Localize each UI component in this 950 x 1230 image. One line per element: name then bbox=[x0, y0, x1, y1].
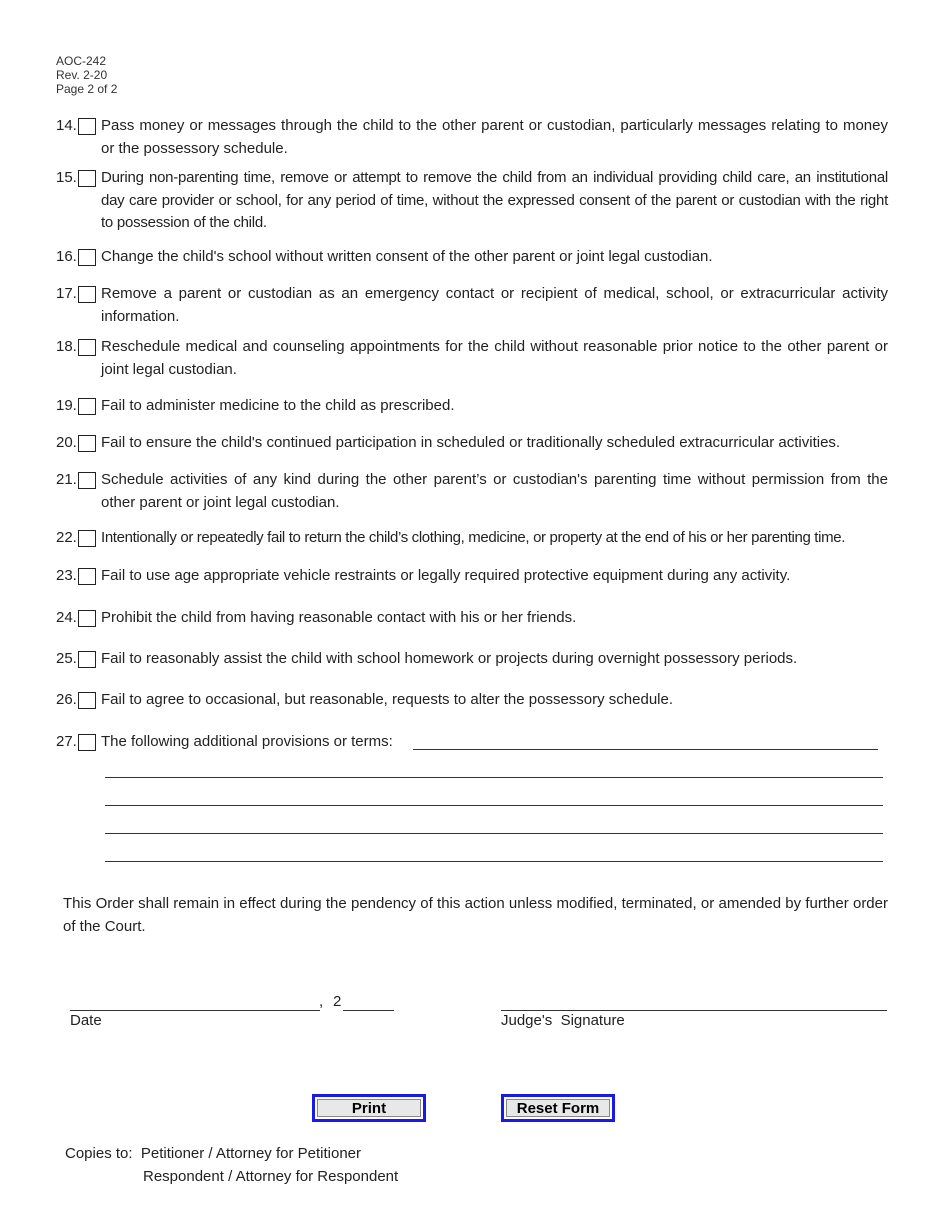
provision-text: Change the child's school without written consent of the other parent or joint legal custodian. bbox=[101, 248, 713, 265]
provision-text: Fail to ensure the child's continued participation in scheduled or traditionally scheduled extracurricular activities. bbox=[101, 434, 841, 451]
item-number: 26. bbox=[56, 691, 77, 708]
year-field[interactable] bbox=[343, 1010, 394, 1011]
item-number: 15. bbox=[56, 169, 77, 186]
provision-23 bbox=[56, 565, 888, 588]
checkbox-23[interactable] bbox=[78, 568, 96, 585]
provision-text: Fail to agree to occasional, but reasonable, requests to alter the possessory schedule. bbox=[101, 691, 673, 708]
checkbox-20[interactable] bbox=[78, 435, 96, 452]
checkbox-19[interactable] bbox=[78, 398, 96, 415]
provision-18 bbox=[56, 336, 888, 381]
provision-14 bbox=[56, 115, 888, 160]
provision-text: Pass money or messages through the child to the other parent or custodian, particularly messages relating to money or the possessory schedule. bbox=[101, 117, 888, 157]
checkbox-17[interactable] bbox=[78, 286, 96, 303]
provision-text: Fail to administer medicine to the child as prescribed. bbox=[101, 397, 455, 414]
item-number: 19. bbox=[56, 397, 77, 414]
order-closing-statement: This Order shall remain in effect during the pendency of this action unless modified, terminated, or amended by further order of the Court. bbox=[63, 895, 888, 935]
copies-to bbox=[65, 1142, 398, 1188]
additional-terms-line-4[interactable] bbox=[105, 861, 883, 862]
page-indicator: Page 2 of 2 bbox=[56, 82, 118, 96]
print-button-label: Print bbox=[317, 1099, 421, 1117]
form-header bbox=[56, 54, 117, 96]
checkbox-24[interactable] bbox=[78, 610, 96, 627]
provision-27 bbox=[56, 731, 888, 754]
provision-16 bbox=[56, 246, 888, 269]
checkbox-25[interactable] bbox=[78, 651, 96, 668]
provision-24 bbox=[56, 607, 888, 630]
judge-signature-field[interactable] bbox=[501, 1010, 887, 1011]
print-button[interactable] bbox=[312, 1094, 426, 1122]
checkbox-16[interactable] bbox=[78, 249, 96, 266]
provision-text: Reschedule medical and counseling appointments for the child without reasonable prior notice to the other parent or joint legal custodian. bbox=[101, 338, 888, 378]
provision-text: Fail to use age appropriate vehicle restraints or legally required protective equipment during any activity. bbox=[101, 567, 791, 584]
checkbox-15[interactable] bbox=[78, 170, 96, 187]
provision-20 bbox=[56, 432, 888, 455]
provision-text: Intentionally or repeatedly fail to return the child’s clothing, medicine, or property at the end of his or her parenting time. bbox=[101, 529, 846, 546]
additional-terms-line-2[interactable] bbox=[105, 805, 883, 806]
checkbox-21[interactable] bbox=[78, 472, 96, 489]
provision-26 bbox=[56, 689, 888, 712]
item-number: 18. bbox=[56, 338, 77, 355]
item-number: 16. bbox=[56, 248, 77, 265]
item-number: 27. bbox=[56, 733, 77, 750]
reset-form-button[interactable] bbox=[501, 1094, 615, 1122]
provision-19 bbox=[56, 395, 888, 418]
date-comma: , bbox=[319, 993, 324, 1010]
additional-terms-line-1[interactable] bbox=[105, 777, 883, 778]
form-revision: Rev. 2-20 bbox=[56, 68, 108, 82]
provision-text: Fail to reasonably assist the child with school homework or projects during overnight possessory periods. bbox=[101, 650, 798, 667]
provision-text: Prohibit the child from having reasonable contact with his or her friends. bbox=[101, 609, 577, 626]
item-number: 25. bbox=[56, 650, 77, 667]
date-label: Date bbox=[70, 1012, 102, 1029]
item-number: 14. bbox=[56, 117, 77, 134]
item-number: 21. bbox=[56, 471, 77, 488]
item-number: 17. bbox=[56, 285, 77, 302]
provision-22 bbox=[56, 527, 888, 550]
checkbox-27[interactable] bbox=[78, 734, 96, 751]
item-number: 23. bbox=[56, 567, 77, 584]
checkbox-18[interactable] bbox=[78, 339, 96, 356]
copies-label: Copies to: bbox=[65, 1145, 133, 1162]
provision-25 bbox=[56, 648, 888, 671]
provision-21 bbox=[56, 469, 888, 514]
item-number: 20. bbox=[56, 434, 77, 451]
provision-text: Remove a parent or custodian as an emergency contact or recipient of medical, school, or extracurricular activity information. bbox=[101, 285, 888, 325]
checkbox-14[interactable] bbox=[78, 118, 96, 135]
additional-terms-line-3[interactable] bbox=[105, 833, 883, 834]
provision-15 bbox=[56, 167, 888, 235]
form-number: AOC-242 bbox=[56, 54, 107, 68]
additional-terms-field[interactable] bbox=[413, 749, 878, 750]
year-prefix: 2 bbox=[333, 993, 342, 1010]
provision-text: During non-parenting time, remove or attempt to remove the child from an individual providing child care, an institutional day care provider or school, for any period of time, without the expressed consent of the parent or custodian with the right to possession of the child. bbox=[101, 169, 888, 231]
item-number: 22. bbox=[56, 529, 77, 546]
provision-text: Schedule activities of any kind during the other parent’s or custodian's parenting time without permission from the other parent or joint legal custodian. bbox=[101, 471, 888, 511]
checkbox-22[interactable] bbox=[78, 530, 96, 547]
copies-recipient-2: Respondent / Attorney for Respondent bbox=[143, 1168, 399, 1185]
copies-recipient-1: Petitioner / Attorney for Petitioner bbox=[140, 1145, 362, 1162]
date-field[interactable] bbox=[70, 1010, 320, 1011]
provision-17 bbox=[56, 283, 888, 328]
judge-signature-label: Judge's Signature bbox=[501, 1012, 625, 1029]
reset-form-button-label: Reset Form bbox=[506, 1099, 610, 1117]
checkbox-26[interactable] bbox=[78, 692, 96, 709]
item-number: 24. bbox=[56, 609, 77, 626]
provision-text: The following additional provisions or terms: bbox=[101, 733, 393, 750]
